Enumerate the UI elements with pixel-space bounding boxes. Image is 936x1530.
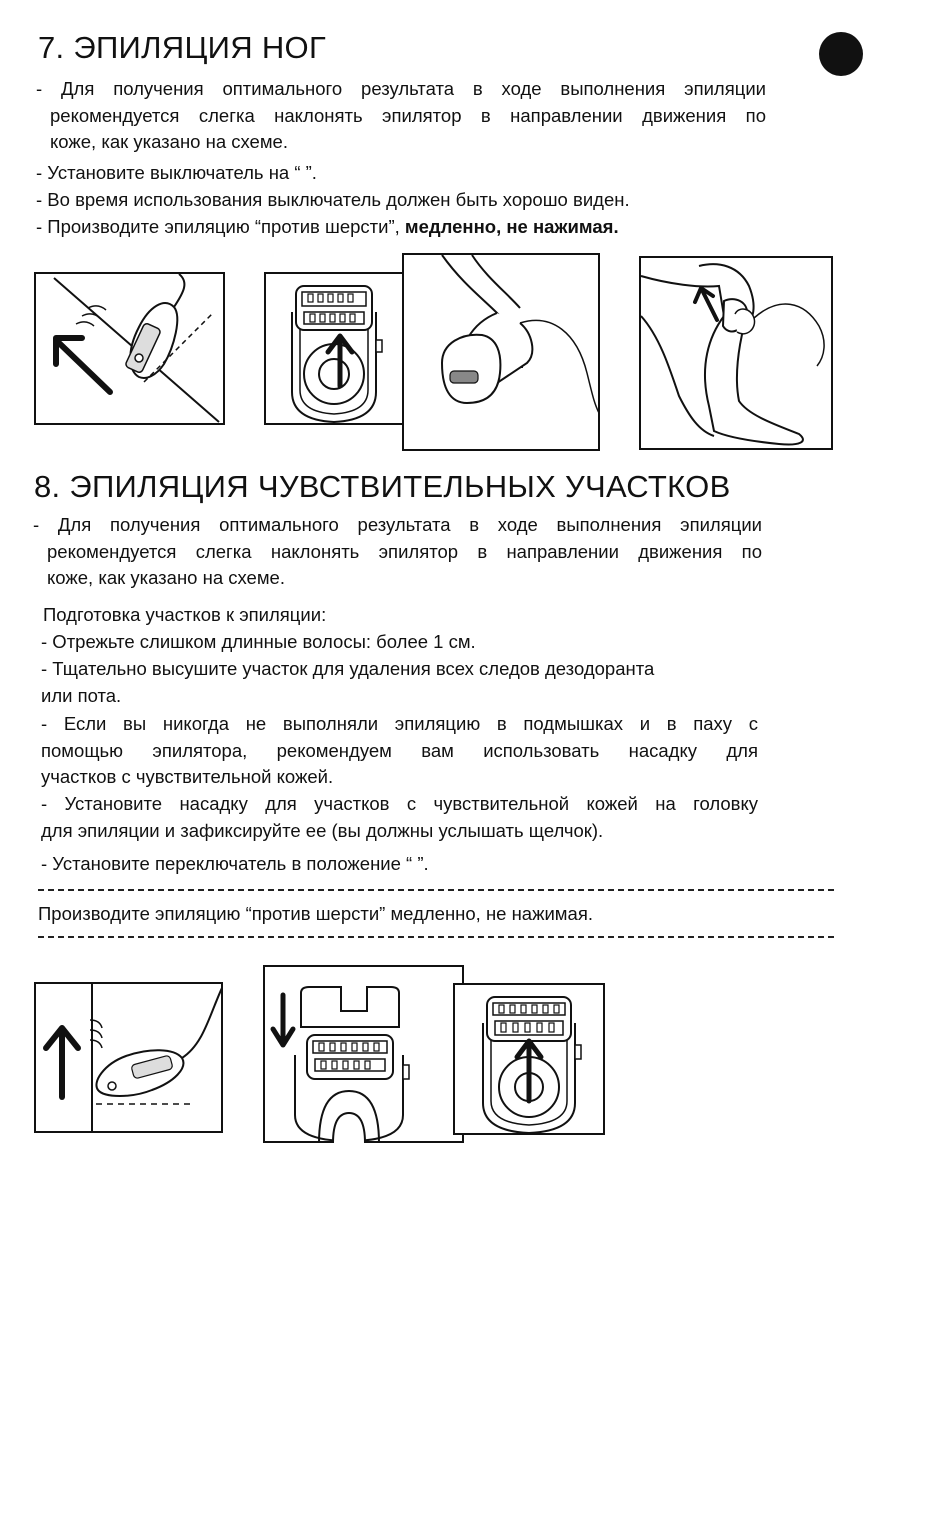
text-line: - Если вы никогда не выполняли эпиляцию в подмышках и в паху с: [41, 713, 758, 734]
section-8-note: Производите эпиляцию “против шерсти” медленно, не нажимая.: [38, 903, 593, 924]
dashed-divider: [38, 889, 834, 891]
text-line: - Для получения оптимального результата в ходе выполнения эпиляции: [33, 514, 762, 535]
text-line: или пота.: [41, 684, 122, 706]
leg-angle-illustration: [34, 272, 226, 426]
page-marker-dot: [819, 32, 863, 76]
text-line: помощью эпилятора, рекомендуем вам использовать насадку для: [41, 739, 758, 761]
preparation-item-3: [41, 711, 758, 791]
text-line: - Тщательно высушите участок для удаления всех следов дезодоранта: [41, 658, 655, 679]
text-line: участков с чувствительной кожей.: [41, 766, 334, 787]
hand-holding-epilator-illustration: [402, 253, 601, 452]
sensitive-area-angle-illustration: [34, 982, 224, 1134]
preparation-item-1: - Отрежьте слишком длинные волосы: более 1 см.: [41, 631, 476, 652]
epilator-front-illustration: [264, 272, 406, 426]
section-7-switch-instruction: - Установите выключатель на “ ”.: [36, 162, 317, 183]
instruction-emphasis: медленно, не нажимая.: [404, 216, 619, 237]
text-line: для эпиляции и зафиксируйте ее (вы должны услышать щелчок).: [41, 819, 604, 841]
preparation-item-5: - Установите переключатель в положение “ ”.: [41, 853, 429, 874]
preparation-heading: Подготовка участков к эпиляции:: [43, 604, 327, 625]
epilator-with-cap-front-illustration: [453, 983, 606, 1136]
section-7-title: 7. ЭПИЛЯЦИЯ НОГ: [38, 30, 327, 65]
text-line: коже, как указано на схеме.: [50, 131, 288, 152]
leg-epilation-illustration: [639, 256, 834, 451]
section-7-paragraph-1: [36, 76, 766, 156]
cap-attachment-illustration: [263, 965, 465, 1144]
preparation-item-4: [41, 791, 758, 844]
text-line: рекомендуется слегка наклонять эпилятор в направлении движения по: [50, 104, 766, 126]
text-line: коже, как указано на схеме.: [47, 567, 285, 588]
section-8-title: 8. ЭПИЛЯЦИЯ ЧУВСТВИТЕЛЬНЫХ УЧАСТКОВ: [34, 469, 731, 504]
preparation-item-2: [41, 656, 741, 709]
text-line: - Для получения оптимального результата в ходе выполнения эпиляции: [36, 78, 766, 99]
section-7-direction-instruction: [36, 214, 619, 241]
dashed-divider: [38, 936, 834, 938]
text-line: рекомендуется слегка наклонять эпилятор в направлении движения по: [47, 540, 762, 562]
instruction-text: - Производите эпиляцию “против шерсти”,: [36, 216, 405, 237]
section-7-visibility-instruction: - Во время использования выключатель должен быть хорошо виден.: [36, 189, 630, 210]
text-line: - Установите насадку для участков с чувствительной кожей на головку: [41, 793, 758, 814]
section-8-paragraph-1: [33, 512, 762, 592]
